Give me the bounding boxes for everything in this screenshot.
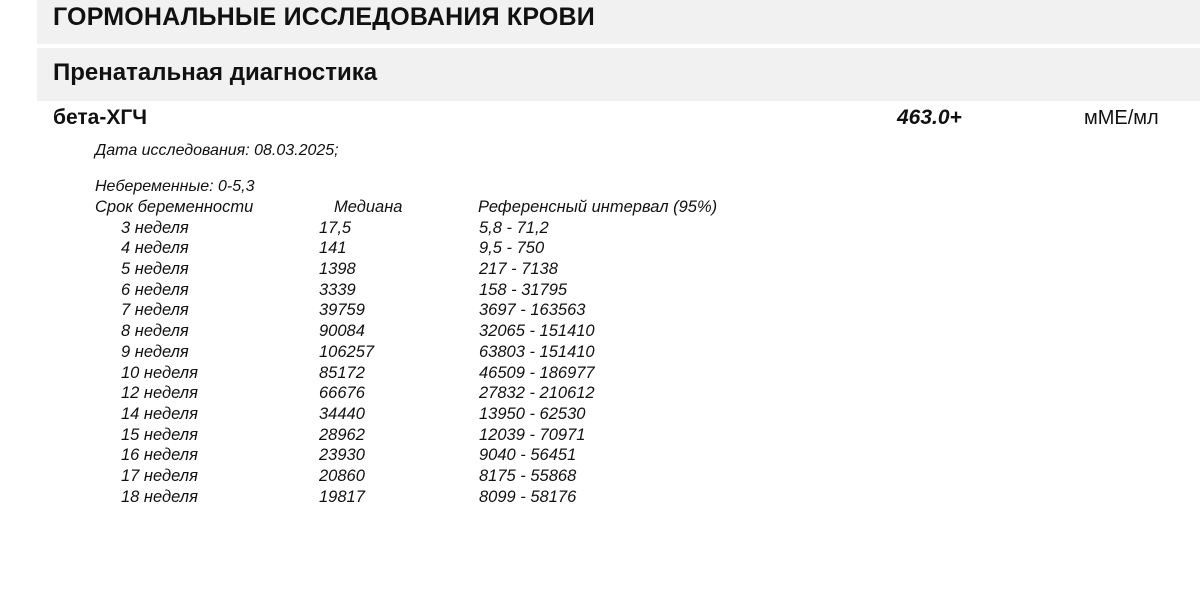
reference-interval-cell: 217 - 7138 <box>479 260 558 279</box>
reference-interval-cell: 27832 - 210612 <box>479 384 595 403</box>
reference-interval-cell: 158 - 31795 <box>479 280 568 299</box>
gestation-term-cell: 10 неделя <box>121 363 198 382</box>
table-row <box>95 301 895 322</box>
table-row <box>95 343 895 364</box>
table-row <box>95 281 895 302</box>
table-row <box>95 426 895 447</box>
median-cell: 19817 <box>319 487 365 506</box>
reference-interval-cell: 13950 - 62530 <box>479 404 586 423</box>
median-cell: 28962 <box>319 425 365 444</box>
table-row <box>95 219 895 240</box>
reference-interval-cell: 3697 - 163563 <box>479 301 586 320</box>
table-row <box>95 446 895 467</box>
reference-interval-cell: 63803 - 151410 <box>479 342 595 361</box>
test-name: бета-ХГЧ <box>53 106 147 129</box>
median-cell: 1398 <box>319 260 356 279</box>
gestation-term-cell: 4 неделя <box>121 239 189 258</box>
gestation-term-cell: 14 неделя <box>121 404 198 423</box>
reference-table-header <box>95 198 895 219</box>
table-row <box>95 384 895 405</box>
gestation-term-cell: 5 неделя <box>121 260 189 279</box>
median-cell: 106257 <box>319 342 375 361</box>
reference-interval-cell: 12039 - 70971 <box>479 425 586 444</box>
reference-interval-cell: 9,5 - 750 <box>479 239 545 258</box>
reference-interval-cell: 5,8 - 71,2 <box>479 218 549 237</box>
gestation-term-cell: 9 неделя <box>121 342 189 361</box>
gestation-term-cell: 15 неделя <box>121 425 198 444</box>
gestation-term-cell: 7 неделя <box>121 301 189 320</box>
median-cell: 66676 <box>319 384 365 403</box>
reference-interval-cell: 8099 - 58176 <box>479 487 577 506</box>
median-cell: 3339 <box>319 280 356 299</box>
reference-interval-cell: 8175 - 55868 <box>479 466 577 485</box>
gestation-term-cell: 6 неделя <box>121 280 189 299</box>
table-row <box>95 322 895 343</box>
median-cell: 39759 <box>319 301 365 320</box>
test-date: Дата исследования: 08.03.2025; <box>95 142 339 159</box>
table-row <box>95 260 895 281</box>
gestation-term-cell: 3 неделя <box>121 218 189 237</box>
median-cell: 90084 <box>319 322 365 341</box>
table-row <box>95 467 895 488</box>
test-result-value: 463.0+ <box>897 106 962 129</box>
median-cell: 34440 <box>319 404 365 423</box>
reference-interval-cell: 46509 - 186977 <box>479 363 595 382</box>
gestation-term-cell: 16 неделя <box>121 446 198 465</box>
median-cell: 20860 <box>319 466 365 485</box>
reference-interval-cell: 32065 - 151410 <box>479 322 595 341</box>
gestation-term-cell: 12 неделя <box>121 384 198 403</box>
header-reference-interval: Референсный интервал (95%) <box>478 198 718 216</box>
median-cell: 85172 <box>319 363 365 382</box>
reference-interval-cell: 9040 - 56451 <box>479 446 577 465</box>
non-pregnant-reference: Небеременные: 0-5,3 <box>95 178 255 195</box>
gestation-term-cell: 17 неделя <box>121 466 198 485</box>
gestation-term-cell: 8 неделя <box>121 322 189 341</box>
section-title: ГОРМОНАЛЬНЫЕ ИССЛЕДОВАНИЯ КРОВИ <box>53 3 595 31</box>
table-row <box>95 239 895 260</box>
median-cell: 17,5 <box>319 218 352 237</box>
median-cell: 23930 <box>319 446 365 465</box>
table-row <box>95 364 895 385</box>
subsection-title: Пренатальная диагностика <box>53 59 378 86</box>
table-row <box>95 405 895 426</box>
table-row <box>95 488 895 509</box>
median-cell: 141 <box>319 239 347 258</box>
gestation-term-cell: 18 неделя <box>121 487 198 506</box>
test-unit: мМЕ/мл <box>1084 107 1159 129</box>
header-median: Медиана <box>334 198 403 216</box>
reference-table <box>95 198 895 508</box>
header-gestation-term: Срок беременности <box>95 198 254 216</box>
